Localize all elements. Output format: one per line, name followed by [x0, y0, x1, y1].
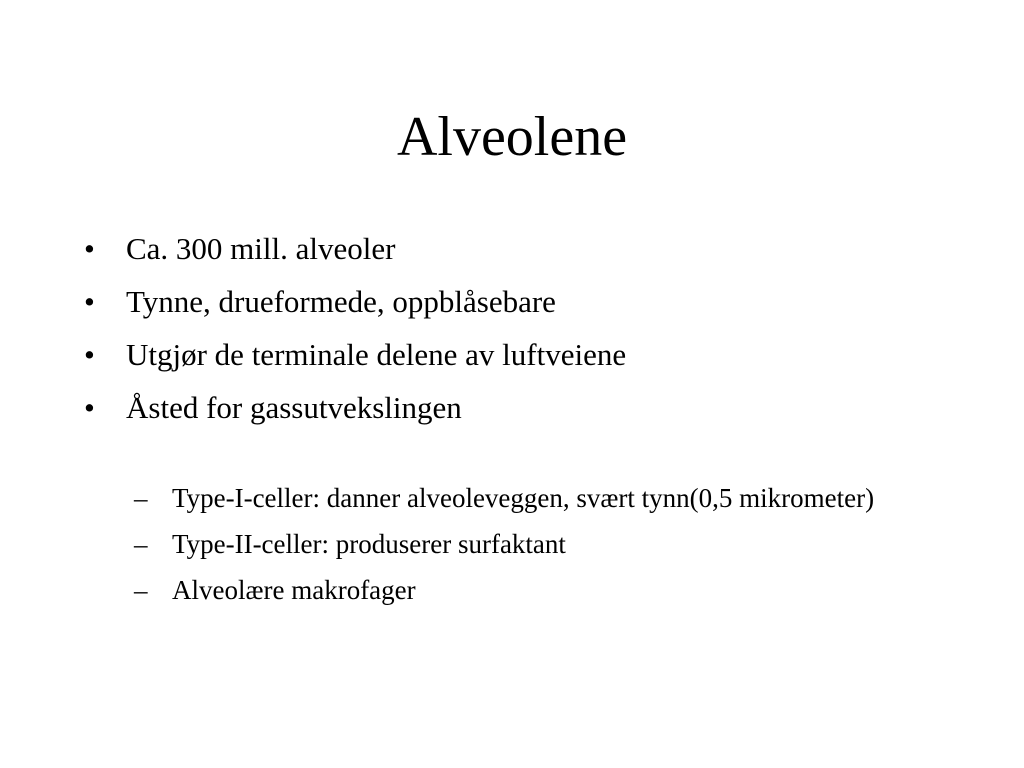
sub-bullet-text: Type-I-celler: danner alveoleveggen, svært tynn(0,5 mikrometer): [172, 483, 875, 513]
bullet-text: Ca. 300 mill. alveoler: [126, 231, 396, 266]
bullet-marker: •: [84, 337, 95, 372]
sub-bullet-list: [134, 482, 894, 620]
bullet-marker: •: [84, 231, 95, 266]
slide-title: Alveolene: [396, 106, 628, 168]
bullet-item: [84, 281, 964, 323]
bullet-marker: •: [84, 390, 95, 425]
sub-bullet-text: Type-II-celler: produserer surfaktant: [172, 529, 566, 559]
bullet-item: [84, 334, 964, 376]
bullet-list: [84, 228, 964, 440]
bullet-item: [84, 228, 964, 270]
sub-bullet-marker: –: [134, 483, 148, 513]
bullet-marker: •: [84, 284, 95, 319]
bullet-text: Åsted for gassutvekslingen: [126, 390, 462, 425]
bullet-text: Utgjør de terminale delene av luftveiene: [126, 337, 627, 372]
bullet-item: [84, 387, 964, 429]
sub-bullet-item: [134, 574, 894, 607]
sub-bullet-item: [134, 482, 894, 515]
sub-bullet-text: Alveolære makrofager: [172, 575, 416, 605]
sub-bullet-marker: –: [134, 529, 148, 559]
bullet-text: Tynne, drueformede, oppblåsebare: [126, 284, 556, 319]
sub-bullet-item: [134, 528, 894, 561]
sub-bullet-marker: –: [134, 575, 148, 605]
